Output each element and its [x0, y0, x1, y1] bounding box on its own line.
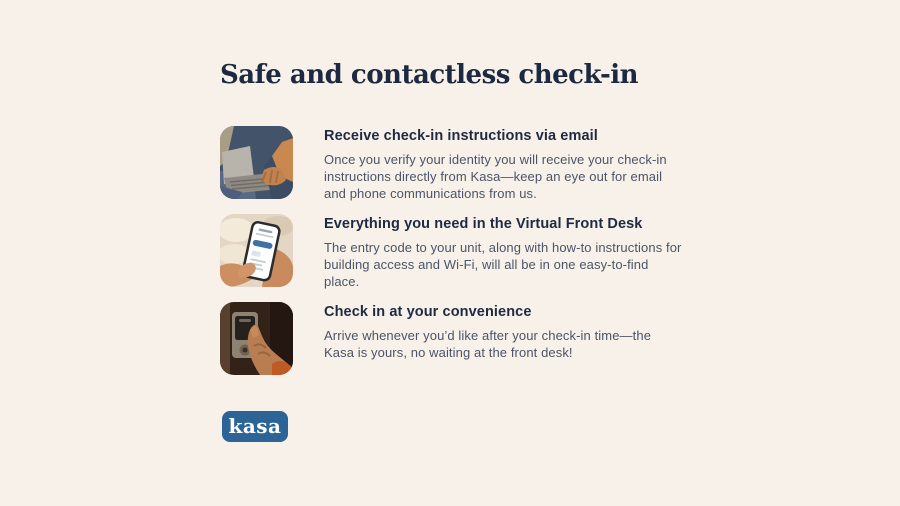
- kasa-logo-text: kasa: [228, 413, 282, 438]
- feature-text-virtual-front-desk: [324, 216, 684, 291]
- feature-row-email: [220, 126, 690, 202]
- feature-body-convenience: Arrive whenever you’d like after your check-in time—the Kasa is yours, no waiting at the front desk!: [324, 327, 652, 360]
- laptop-typing-photo: [220, 126, 293, 199]
- feature-body-email: Once you verify your identity you will receive your check-in instructions directly from Kasa—keep an eye out for email and phone communications from us.: [324, 151, 667, 202]
- kasa-logo: [222, 411, 288, 442]
- phone-in-hand-photo: [220, 214, 293, 287]
- feature-row-virtual-front-desk: [220, 214, 690, 290]
- feature-heading-convenience: Check in at your convenience: [324, 304, 532, 320]
- page-title: Safe and contactless check-in: [220, 60, 639, 90]
- feature-row-convenience: [220, 302, 690, 375]
- feature-heading-email: Receive check-in instructions via email: [324, 128, 598, 144]
- feature-body-virtual-front-desk: The entry code to your unit, along with how-to instructions for building access and Wi-Fi, will all be in one easy-to-find place.: [324, 239, 682, 290]
- feature-heading-virtual-front-desk: Everything you need in the Virtual Front Desk: [324, 216, 643, 232]
- smart-lock-keypad-photo: [220, 302, 293, 375]
- feature-text-email: [324, 128, 684, 203]
- feature-text-convenience: [324, 304, 684, 361]
